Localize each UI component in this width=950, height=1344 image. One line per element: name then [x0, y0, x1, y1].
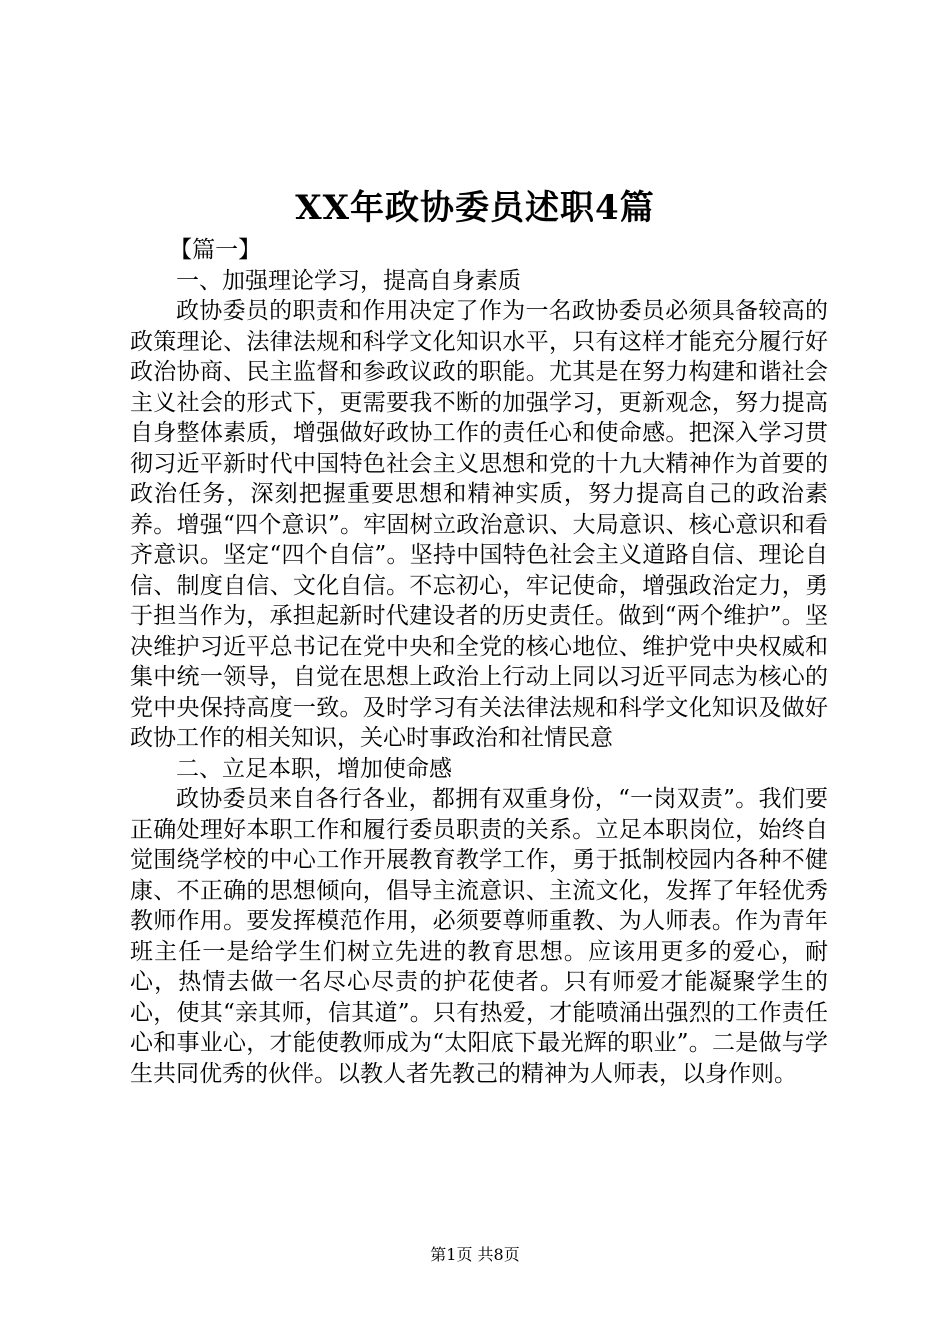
paragraph-1: 政协委员的职责和作用决定了作为一名政协委员必须具备较高的政策理论、法律法规和科学文化知识水平，只有这样才能充分履行好政治协商、民主监督和参政议政的职能。尤其是在努力构建和谐社会主义社会的形式下，更需要我不断的加强学习，更新观念，努力提高自身整体素质，增强做好政协工作的责任心和使命感。把深入学习贯彻习近平新时代中国特色社会主义思想和党的十九大精神作为首要的政治任务，深刻把握重要思想和精神实质，努力提高自己的政治素养。增强“四个意识”。牢固树立政治意识、大局意识、核心意识和看齐意识。坚定“四个自信”。坚持中国特色社会主义道路自信、理论自信、制度自信、文化自信。不忘初心，牢记使命，增强政治定力，勇于担当作为，承担起新时代建设者的历史责任。做到“两个维护”。坚决维护习近平总书记在党中央和全党的核心地位、维护党中央权威和集中统一领导，自觉在思想上政治上行动上同以习近平同志为核心的党中央保持高度一致。及时学习有关法律法规和科学文化知识及做好政协工作的相关知识，关心时事政治和社情民意: [130, 298, 828, 751]
section-heading-2: 二、立足本职，增加使命感: [176, 755, 452, 782]
document-title: XX年政协委员述职4篇: [295, 188, 655, 228]
section-marker: 【篇一】: [169, 237, 262, 263]
section-heading-1: 一、加强理论学习，提高自身素质: [176, 267, 521, 294]
document-body: [130, 235, 828, 1089]
paragraph-2: 政协委员来自各行各业，都拥有双重身份，“一岗双责”。我们要正确处理好本职工作和履行委员职责的关系。立足本职岗位，始终自觉围绕学校的中心工作开展教育教学工作，勇于抵制校园内各种不健康、不正确的思想倾向，倡导主流意识、主流文化，发挥了年轻优秀教师作用。要发挥模范作用，必须要尊师重教、为人师表。作为青年班主任一是给学生们树立先进的教育思想。应该用更多的爱心，耐心，热情去做一名尽心尽责的护花使者。只有师爱才能凝聚学生的心，使其“亲其师，信其道”。只有热爱，才能喷涌出强烈的工作责任心和事业心，才能使教师成为“太阳底下最光辉的职业”。二是做与学生共同优秀的伙伴。以教人者先教己的精神为人师表，以身作则。: [130, 786, 828, 1087]
page-number-footer: 第1页 共8页: [430, 1245, 520, 1264]
